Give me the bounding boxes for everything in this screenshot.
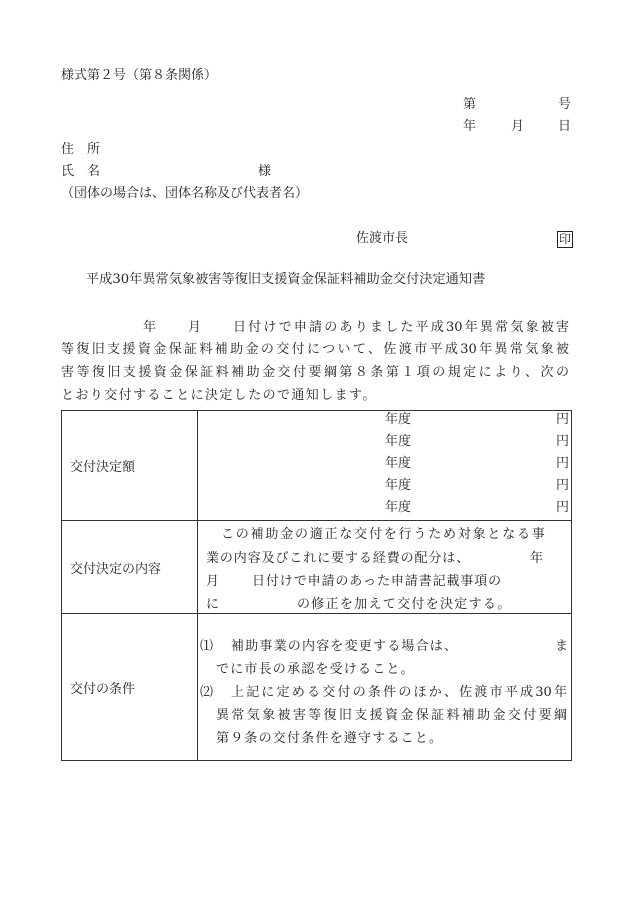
document-title: 平成30年異常気象被害等復旧支援資金保証料補助金交付決定通知書 (86, 272, 486, 287)
date-year: 年 (463, 119, 477, 134)
ref-dai: 第 (463, 97, 477, 112)
content-line-2a: 業の内容及びこれに要する経費の配分は、 (206, 551, 471, 566)
organization-note: （団体の場合は、団体名称及び代表者名） (61, 186, 309, 201)
table-row-amount (62, 411, 572, 521)
content-label: 交付決定の内容 (62, 521, 198, 614)
content-cell (198, 521, 572, 614)
body-line-4: とおり交付することに決定したので通知します。 (61, 388, 377, 403)
amount-row-1-nendo: 年度 (385, 412, 412, 427)
condition-2-line-a: 上記に定める交付の条件のほか、佐渡市平成30年 (231, 685, 567, 700)
decision-table (61, 410, 572, 761)
amount-row-4-yen: 円 (556, 478, 570, 493)
content-line-4a: に (206, 597, 220, 612)
honorific: 様 (258, 164, 272, 179)
conditions-cell (198, 614, 572, 761)
amount-row-3-yen: 円 (556, 456, 570, 471)
issuer-name: 佐渡市長 (356, 231, 409, 246)
body-line-1: 日付けで申請のありました平成30年異常気象被害 (233, 320, 569, 335)
seal-mark (557, 231, 573, 248)
table-row-conditions (62, 614, 572, 761)
amount-row-4-nendo: 年度 (385, 478, 412, 493)
amount-row-5-nendo: 年度 (385, 500, 412, 515)
condition-2-line-b: 異常気象被害等復旧支援資金保証料補助金交付要綱 (216, 708, 567, 723)
content-line-3b: 日付けで申請のあった申請書記載事項の (252, 574, 503, 589)
content-line-4b: の修正を加えて交付を決定する。 (297, 597, 512, 612)
condition-1-line-a: 補助事業の内容を変更する場合は、 (231, 639, 459, 654)
form-number: 様式第２号（第８条関係） (61, 68, 218, 83)
address-label: 住 所 (61, 142, 101, 157)
condition-1-number: ⑴ (200, 639, 214, 654)
amount-row-3-nendo: 年度 (385, 456, 412, 471)
date-day: 日 (558, 119, 572, 134)
amount-cell (198, 411, 572, 521)
amount-row-2-yen: 円 (556, 434, 570, 449)
body-year-label: 年 (143, 320, 157, 335)
amount-row-5-yen: 円 (556, 500, 570, 515)
amount-row-1-yen: 円 (556, 412, 570, 427)
conditions-label: 交付の条件 (62, 614, 198, 761)
content-line-3a: 月 (206, 574, 220, 589)
condition-1-line-b: ま (555, 639, 569, 654)
body-line-3: 害等復旧支援資金保証料補助金交付要綱第８条第１項の規定により、次の (61, 365, 569, 380)
condition-2-number: ⑵ (200, 685, 214, 700)
amount-row-2-nendo: 年度 (385, 434, 412, 449)
ref-go: 号 (558, 97, 572, 112)
condition-2-line-c: 第９条の交付条件を遵守すること。 (216, 731, 444, 746)
body-line-2: 等復旧支援資金保証料補助金の交付について、佐渡市平成30年異常気象被 (61, 342, 569, 357)
body-month-label: 月 (188, 320, 202, 335)
condition-1-line-c: でに市長の承認を受けること。 (216, 662, 415, 677)
date-month: 月 (511, 119, 525, 134)
name-label: 氏 名 (61, 164, 101, 179)
content-line-1: この補助金の適正な交付を行うため対象となる事 (221, 527, 547, 542)
seal-icon: 印 (558, 232, 571, 246)
content-line-2b: 年 (530, 551, 544, 566)
table-row-content (62, 521, 572, 614)
amount-label: 交付決定額 (62, 411, 198, 521)
